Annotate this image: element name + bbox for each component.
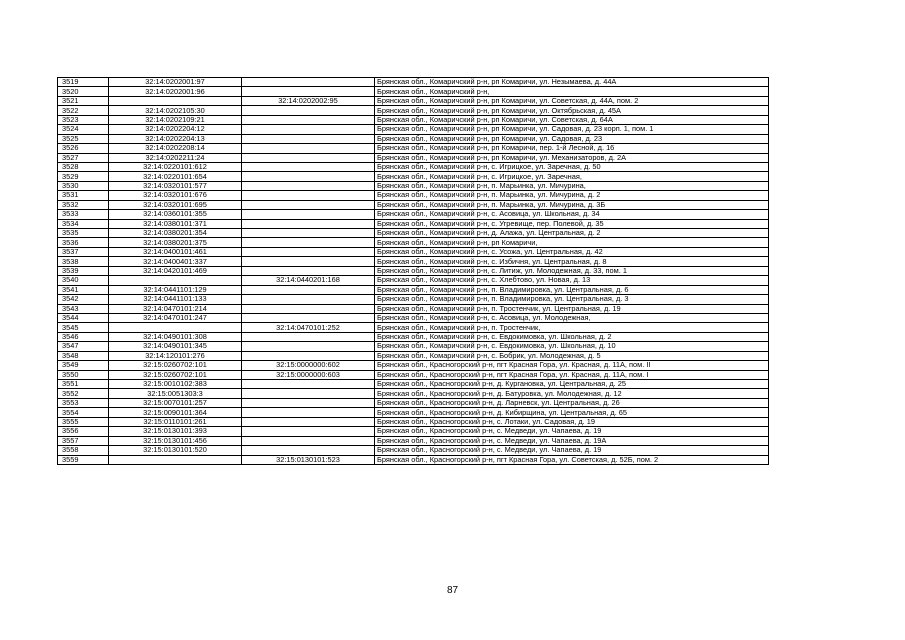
row-number-cell: 3543 (58, 304, 109, 313)
row-number-cell: 3536 (58, 238, 109, 247)
address-cell: Брянская обл., Красногорский р-н, д. Батуровка, ул. Молодежная, д. 12 (375, 389, 769, 398)
related-cadastral-number-cell (242, 115, 375, 124)
table-row (58, 238, 769, 247)
row-number-cell: 3551 (58, 380, 109, 389)
address-cell: Брянская обл., Красногорский р-н, с. Медведи, ул. Чапаева, д. 19 (375, 427, 769, 436)
cadastral-number-cell: 32:14:0220101:654 (109, 172, 242, 181)
related-cadastral-number-cell (242, 266, 375, 275)
cadastral-number-cell: 32:15:0090101:364 (109, 408, 242, 417)
address-cell: Брянская обл., Комаричский р-н, с. Игрицкое, ул. Заречная, д. 50 (375, 162, 769, 171)
address-cell: Брянская обл., Комаричский р-н, с. Бобрик, ул. Молодежная, д. 5 (375, 351, 769, 360)
row-number-cell: 3540 (58, 276, 109, 285)
related-cadastral-number-cell (242, 247, 375, 256)
address-cell: Брянская обл., Красногорский р-н, пгт Красная Гора, ул. Красная, д. 11А, пом. II (375, 361, 769, 370)
cadastral-number-cell: 32:14:0320101:695 (109, 200, 242, 209)
table-row (58, 115, 769, 124)
cadastral-number-cell: 32:14:0380201:354 (109, 229, 242, 238)
row-number-cell: 3541 (58, 285, 109, 294)
table-row (58, 304, 769, 313)
table-row (58, 380, 769, 389)
table-row (58, 266, 769, 275)
table-row (58, 181, 769, 190)
address-cell: Брянская обл., Красногорский р-н, пгт Красная Гора, ул. Советская, д. 52Б, пом. 2 (375, 455, 769, 464)
related-cadastral-number-cell: 32:15:0000000:603 (242, 370, 375, 379)
table-row (58, 408, 769, 417)
table-row (58, 144, 769, 153)
address-cell: Брянская обл., Комаричский р-н, рп Комаричи, ул. Садовая, д. 23 корп. 1, пом. 1 (375, 125, 769, 134)
table-row (58, 162, 769, 171)
registry-table-body (58, 78, 769, 465)
address-cell: Брянская обл., Комаричский р-н, п. Владимировка, ул. Центральная, д. 6 (375, 285, 769, 294)
related-cadastral-number-cell (242, 191, 375, 200)
related-cadastral-number-cell (242, 304, 375, 313)
address-cell: Брянская обл., Комаричский р-н, с. Евдокимовка, ул. Школьная, д. 10 (375, 342, 769, 351)
row-number-cell: 3535 (58, 229, 109, 238)
row-number-cell: 3529 (58, 172, 109, 181)
table-row (58, 87, 769, 96)
table-row (58, 200, 769, 209)
cadastral-number-cell: 32:14:0400401:337 (109, 257, 242, 266)
row-number-cell: 3519 (58, 78, 109, 87)
row-number-cell: 3547 (58, 342, 109, 351)
row-number-cell: 3532 (58, 200, 109, 209)
address-cell: Брянская обл., Комаричский р-н, рп Комаричи, ул. Октябрьская, д. 45А (375, 106, 769, 115)
row-number-cell: 3539 (58, 266, 109, 275)
related-cadastral-number-cell (242, 417, 375, 426)
table-row (58, 446, 769, 455)
row-number-cell: 3548 (58, 351, 109, 360)
address-cell: Брянская обл., Комаричский р-н, рп Комаричи, ул. Механизаторов, д. 2А (375, 153, 769, 162)
row-number-cell: 3530 (58, 181, 109, 190)
address-cell: Брянская обл., Комаричский р-н, с. Литиж, ул. Молодежная, д. 33, пом. 1 (375, 266, 769, 275)
cadastral-number-cell: 32:15:0010102:383 (109, 380, 242, 389)
related-cadastral-number-cell (242, 427, 375, 436)
cadastral-number-cell: 32:14:0202204:13 (109, 134, 242, 143)
cadastral-number-cell: 32:15:0070101:257 (109, 398, 242, 407)
related-cadastral-number-cell (242, 257, 375, 266)
related-cadastral-number-cell (242, 313, 375, 322)
cadastral-number-cell: 32:14:0380101:371 (109, 219, 242, 228)
table-row (58, 398, 769, 407)
related-cadastral-number-cell (242, 219, 375, 228)
cadastral-number-cell: 32:14:0202211:24 (109, 153, 242, 162)
row-number-cell: 3526 (58, 144, 109, 153)
related-cadastral-number-cell (242, 172, 375, 181)
cadastral-number-cell: 32:15:0110101:261 (109, 417, 242, 426)
cadastral-number-cell: 32:14:0202204:12 (109, 125, 242, 134)
table-row (58, 219, 769, 228)
address-cell: Брянская обл., Комаричский р-н, рп Комаричи, ул. Садовая, д. 23 (375, 134, 769, 143)
table-row (58, 172, 769, 181)
row-number-cell: 3555 (58, 417, 109, 426)
cadastral-number-cell: 32:14:0202105:30 (109, 106, 242, 115)
table-row (58, 78, 769, 87)
cadastral-number-cell: 32:15:0260702:101 (109, 361, 242, 370)
table-row (58, 342, 769, 351)
cadastral-number-cell: 32:14:0202109:21 (109, 115, 242, 124)
address-cell: Брянская обл., Красногорский р-н, с. Медведи, ул. Чапаева, д. 19 (375, 446, 769, 455)
row-number-cell: 3556 (58, 427, 109, 436)
related-cadastral-number-cell (242, 162, 375, 171)
row-number-cell: 3558 (58, 446, 109, 455)
table-row (58, 436, 769, 445)
address-cell: Брянская обл., Комаричский р-н, с. Евдокимовка, ул. Школьная, д. 2 (375, 332, 769, 341)
address-cell: Брянская обл., Комаричский р-н, рп Комаричи, ул. Советская, д. 44А, пом. 2 (375, 96, 769, 105)
address-cell: Брянская обл., Комаричский р-н, п. Тростенчик, (375, 323, 769, 332)
related-cadastral-number-cell (242, 380, 375, 389)
address-cell: Брянская обл., Комаричский р-н, п. Владимировка, ул. Центральная, д. 3 (375, 295, 769, 304)
row-number-cell: 3531 (58, 191, 109, 200)
address-cell: Брянская обл., Красногорский р-н, с. Медведи, ул. Чапаева, д. 19А (375, 436, 769, 445)
cadastral-number-cell: 32:14:120101:276 (109, 351, 242, 360)
address-cell: Брянская обл., Комаричский р-н, рп Комаричи, пер. 1-й Лесной, д. 16 (375, 144, 769, 153)
cadastral-number-cell: 32:14:0470101:214 (109, 304, 242, 313)
cadastral-number-cell (109, 96, 242, 105)
row-number-cell: 3523 (58, 115, 109, 124)
related-cadastral-number-cell (242, 229, 375, 238)
table-row (58, 427, 769, 436)
related-cadastral-number-cell (242, 134, 375, 143)
cadastral-number-cell: 32:15:0130101:393 (109, 427, 242, 436)
cadastral-number-cell: 32:15:0130101:520 (109, 446, 242, 455)
table-row (58, 295, 769, 304)
row-number-cell: 3553 (58, 398, 109, 407)
table-row (58, 285, 769, 294)
related-cadastral-number-cell (242, 153, 375, 162)
cadastral-number-cell: 32:15:0130101:456 (109, 436, 242, 445)
address-cell: Брянская обл., Комаричский р-н, п. Марьинка, ул. Мичурина, (375, 181, 769, 190)
cadastral-number-cell: 32:15:0051303:3 (109, 389, 242, 398)
table-row (58, 191, 769, 200)
row-number-cell: 3534 (58, 219, 109, 228)
related-cadastral-number-cell (242, 351, 375, 360)
row-number-cell: 3557 (58, 436, 109, 445)
registry-table (57, 77, 769, 465)
related-cadastral-number-cell (242, 144, 375, 153)
row-number-cell: 3545 (58, 323, 109, 332)
address-cell: Брянская обл., Красногорский р-н, д. Ларневск, ул. Центральная, д. 26 (375, 398, 769, 407)
table-row (58, 351, 769, 360)
page-number: 87 (446, 585, 459, 596)
address-cell: Брянская обл., Комаричский р-н, с. Игрицкое, ул. Заречная, (375, 172, 769, 181)
cadastral-number-cell: 32:14:0202208:14 (109, 144, 242, 153)
row-number-cell: 3521 (58, 96, 109, 105)
table-row (58, 229, 769, 238)
row-number-cell: 3549 (58, 361, 109, 370)
table-row (58, 210, 769, 219)
cadastral-number-cell: 32:15:0260702:101 (109, 370, 242, 379)
row-number-cell: 3522 (58, 106, 109, 115)
row-number-cell: 3542 (58, 295, 109, 304)
table-row (58, 257, 769, 266)
address-cell: Брянская обл., Комаричский р-н, с. Угревище, пер. Полевой, д. 35 (375, 219, 769, 228)
row-number-cell: 3525 (58, 134, 109, 143)
row-number-cell: 3552 (58, 389, 109, 398)
address-cell: Брянская обл., Комаричский р-н, д. Алажа, ул. Центральная, д. 2 (375, 229, 769, 238)
row-number-cell: 3528 (58, 162, 109, 171)
table-row (58, 106, 769, 115)
cadastral-number-cell: 32:14:0320101:676 (109, 191, 242, 200)
address-cell: Брянская обл., Красногорский р-н, д. Кибирщина, ул. Центральная, д. 65 (375, 408, 769, 417)
address-cell: Брянская обл., Комаричский р-н, рп Комаричи, (375, 238, 769, 247)
related-cadastral-number-cell (242, 436, 375, 445)
cadastral-number-cell: 32:14:0380201:375 (109, 238, 242, 247)
address-cell: Брянская обл., Комаричский р-н, (375, 87, 769, 96)
table-row (58, 455, 769, 464)
address-cell: Брянская обл., Комаричский р-н, с. Асовица, ул. Школьная, д. 34 (375, 210, 769, 219)
cadastral-number-cell: 32:14:0400101:461 (109, 247, 242, 256)
row-number-cell: 3550 (58, 370, 109, 379)
address-cell: Брянская обл., Красногорский р-н, д. Кургановка, ул. Центральная, д. 25 (375, 380, 769, 389)
cadastral-number-cell: 32:14:0441101:133 (109, 295, 242, 304)
related-cadastral-number-cell: 32:15:0000000:602 (242, 361, 375, 370)
row-number-cell: 3546 (58, 332, 109, 341)
address-cell: Брянская обл., Комаричский р-н, п. Марьинка, ул. Мичурина, д. 2 (375, 191, 769, 200)
related-cadastral-number-cell (242, 125, 375, 134)
address-cell: Брянская обл., Комаричский р-н, рп Комаричи, ул. Незымаева, д. 44А (375, 78, 769, 87)
related-cadastral-number-cell (242, 398, 375, 407)
table-row (58, 125, 769, 134)
related-cadastral-number-cell: 32:14:0440201:168 (242, 276, 375, 285)
table-row (58, 417, 769, 426)
cadastral-number-cell (109, 323, 242, 332)
cadastral-number-cell (109, 276, 242, 285)
row-number-cell: 3520 (58, 87, 109, 96)
table-row (58, 361, 769, 370)
related-cadastral-number-cell (242, 210, 375, 219)
related-cadastral-number-cell (242, 181, 375, 190)
address-cell: Брянская обл., Комаричский р-н, с. Усожа, ул. Центральная, д. 42 (375, 247, 769, 256)
cadastral-number-cell: 32:14:0220101:612 (109, 162, 242, 171)
cadastral-number-cell: 32:14:0202001:97 (109, 78, 242, 87)
related-cadastral-number-cell (242, 342, 375, 351)
related-cadastral-number-cell (242, 446, 375, 455)
cadastral-number-cell: 32:14:0202001:96 (109, 87, 242, 96)
cadastral-number-cell: 32:14:0441101:129 (109, 285, 242, 294)
row-number-cell: 3559 (58, 455, 109, 464)
row-number-cell: 3554 (58, 408, 109, 417)
address-cell: Брянская обл., Комаричский р-н, п. Марьинка, ул. Мичурина, д. 3Б (375, 200, 769, 209)
related-cadastral-number-cell: 32:14:0202002:95 (242, 96, 375, 105)
row-number-cell: 3544 (58, 313, 109, 322)
related-cadastral-number-cell: 32:15:0130101:523 (242, 455, 375, 464)
table-row (58, 332, 769, 341)
address-cell: Брянская обл., Красногорский р-н, с. Лотаки, ул. Садовая, д. 19 (375, 417, 769, 426)
table-row (58, 96, 769, 105)
cadastral-number-cell: 32:14:0320101:577 (109, 181, 242, 190)
related-cadastral-number-cell (242, 78, 375, 87)
related-cadastral-number-cell (242, 87, 375, 96)
cadastral-number-cell: 32:14:0360101:355 (109, 210, 242, 219)
row-number-cell: 3538 (58, 257, 109, 266)
cadastral-number-cell: 32:14:0470101:247 (109, 313, 242, 322)
cadastral-number-cell: 32:14:0490101:308 (109, 332, 242, 341)
address-cell: Брянская обл., Комаричский р-н, рп Комаричи, ул. Советская, д. 64А (375, 115, 769, 124)
related-cadastral-number-cell (242, 295, 375, 304)
cadastral-number-cell (109, 455, 242, 464)
related-cadastral-number-cell: 32:14:0470101:252 (242, 323, 375, 332)
related-cadastral-number-cell (242, 332, 375, 341)
table-row (58, 323, 769, 332)
table-row (58, 153, 769, 162)
address-cell: Брянская обл., Комаричский р-н, с. Хлебтово, ул. Новая, д. 13 (375, 276, 769, 285)
table-row (58, 313, 769, 322)
related-cadastral-number-cell (242, 238, 375, 247)
address-cell: Брянская обл., Красногорский р-н, пгт Красная Гора, ул. Красная, д. 11А, пом. I (375, 370, 769, 379)
table-row (58, 389, 769, 398)
row-number-cell: 3537 (58, 247, 109, 256)
address-cell: Брянская обл., Комаричский р-н, с. Асовица, ул. Молодежная, (375, 313, 769, 322)
address-cell: Брянская обл., Комаричский р-н, с. Избичня, ул. Центральная, д. 8 (375, 257, 769, 266)
related-cadastral-number-cell (242, 200, 375, 209)
table-row (58, 276, 769, 285)
row-number-cell: 3524 (58, 125, 109, 134)
row-number-cell: 3527 (58, 153, 109, 162)
table-row (58, 134, 769, 143)
table-row (58, 247, 769, 256)
related-cadastral-number-cell (242, 285, 375, 294)
cadastral-number-cell: 32:14:0420101:469 (109, 266, 242, 275)
related-cadastral-number-cell (242, 106, 375, 115)
row-number-cell: 3533 (58, 210, 109, 219)
related-cadastral-number-cell (242, 408, 375, 417)
cadastral-number-cell: 32:14:0490101:345 (109, 342, 242, 351)
related-cadastral-number-cell (242, 389, 375, 398)
table-row (58, 370, 769, 379)
address-cell: Брянская обл., Комаричский р-н, п. Тростенчик, ул. Центральная, д. 19 (375, 304, 769, 313)
